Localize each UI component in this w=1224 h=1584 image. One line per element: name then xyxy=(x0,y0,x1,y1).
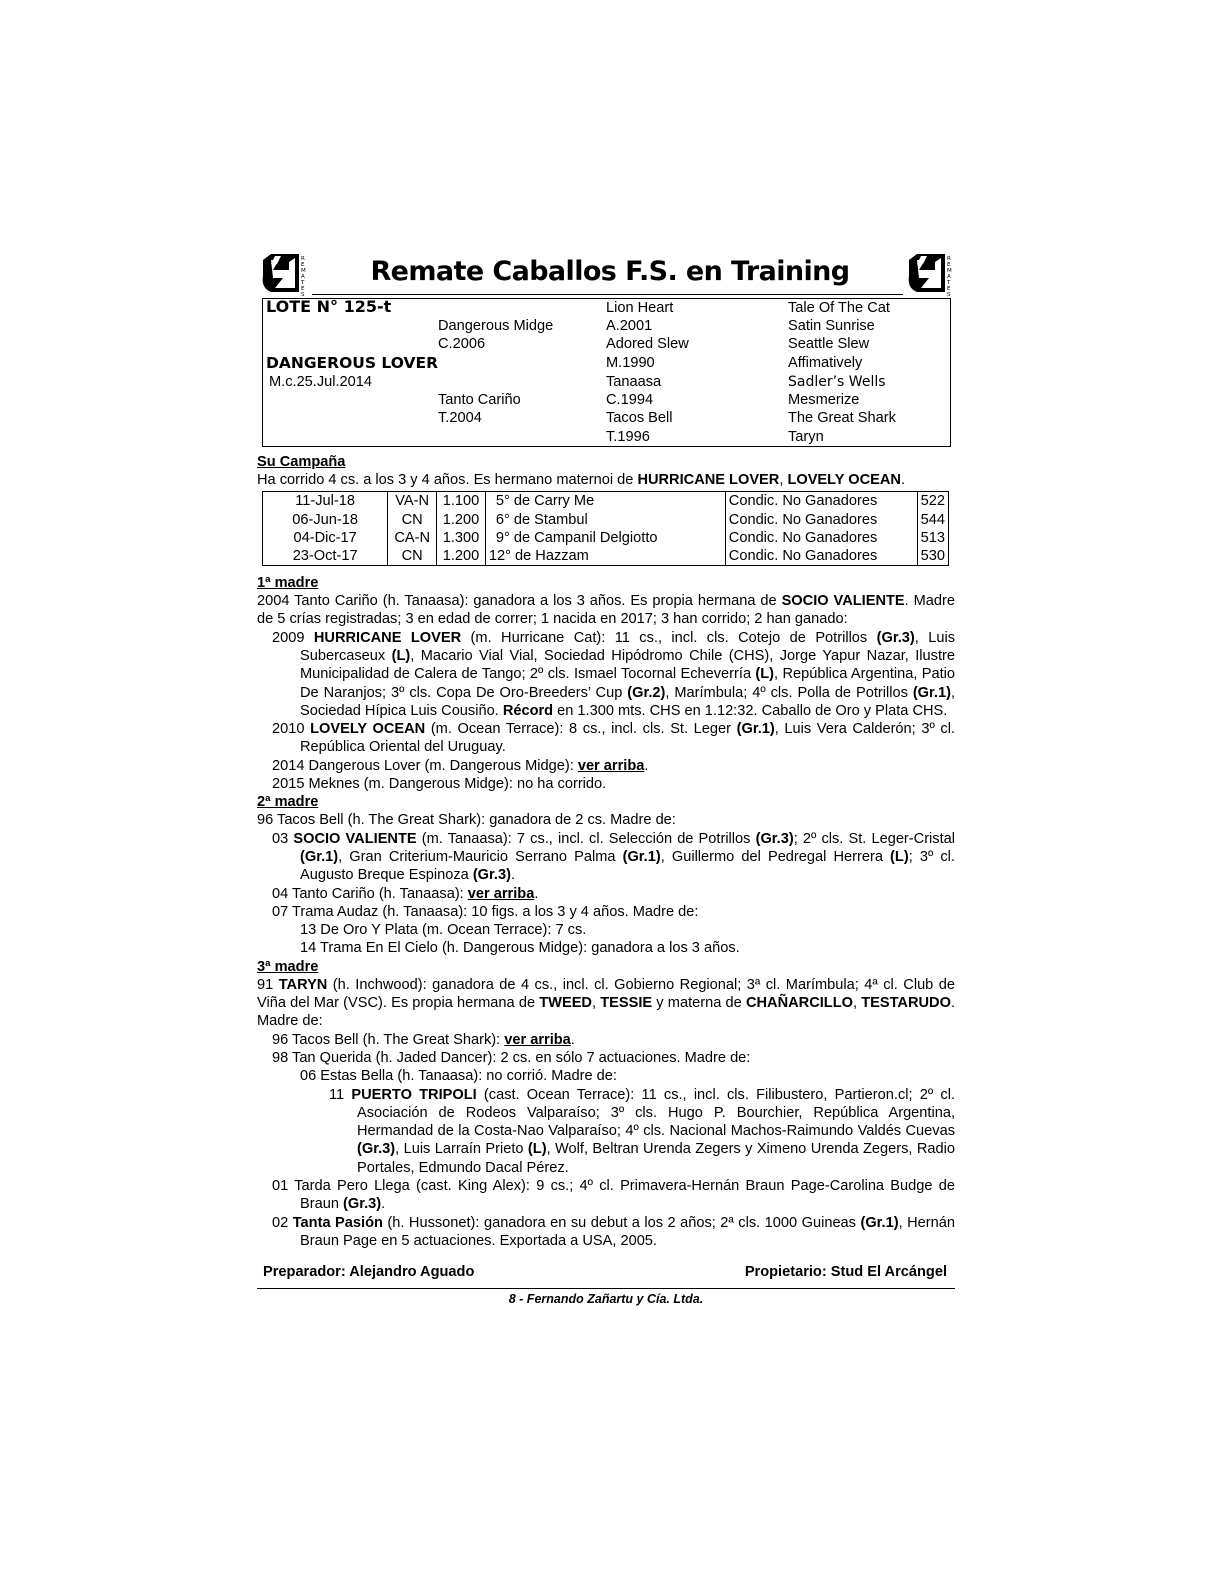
svg-text:M: M xyxy=(947,268,952,274)
list-item: 2010 LOVELY OCEAN (m. Ocean Terrace): 8 cs., incl. cls. St. Leger (Gr.1), Luis Vera Calderón; 3º cl. República Oriental del Uruguay. xyxy=(272,721,955,756)
table-row: 11-Jul-18 VA-N 1.100 5° de Carry Me Condic. No Ganadores 522 xyxy=(263,492,949,511)
ancestor-2: Satin Sunrise xyxy=(788,318,875,334)
table-row: 23-Oct-17 CN 1.200 12° de Hazzam Condic. No Ganadores 530 xyxy=(263,547,949,566)
svg-text:E: E xyxy=(301,262,305,268)
preparador: Preparador: Alejandro Aguado xyxy=(263,1264,475,1281)
list-item: 06 Estas Bella (h. Tanaasa): no corrió. Madre de: xyxy=(300,1068,617,1085)
list-item: 01 Tarda Pero Llega (cast. King Alex): 9 cs.; 4º cl. Primavera-Hernán Braun Page-Carolina Budge de Braun (Gr.3). xyxy=(272,1178,955,1213)
campana-title: Su Campaña xyxy=(257,454,346,470)
page-header xyxy=(257,252,955,298)
ancestor-3: Seattle Slew xyxy=(788,336,870,352)
list-item: 03 SOCIO VALIENTE (m. Tanaasa): 7 cs., incl. cl. Selección de Potrillos (Gr.3); 2º cls. St. Leger-Cristal (Gr.1), Gran Criterium-Mauricio Serrano Palma (Gr.1), Guillermo del Pedregal Herrera (L); 3º cl. Augusto Breque Espinoza (Gr.3). xyxy=(272,830,956,884)
list-item: 11 PUERTO TRIPOLI (cast. Ocean Terrace): 11 cs., incl. cls. Filibustero, Partieron.cl; 2º cl. Asociación de Rodeos Valparaíso; 3º cls. Hugo P. Bourchier, República Argentina, Hermandad de la Costa-Nao Valparaíso; 4º cls. Nacional Machos-Raimundo Valdés Cuevas (Gr.3), Luis Larraín Prieto (L), Wolf, Beltran Urenda Zegers y Ximeno Urenda Zegers, Radio Portales, Edmundo Dacal Pérez. xyxy=(329,1086,955,1176)
madre1-text: 2004 Tanto Cariño (h. Tanaasa): ganadora a los 3 años. Es propia hermana de SOCIO VALIENTE. Madre de 5 crías registradas; 3 en edad de correr; 1 nacida en 2017; 3 han corrido; 2 han ganado: xyxy=(257,593,955,628)
horse-info: M.c.25.Jul.2014 xyxy=(269,374,373,390)
table-row: 04-Dic-17 CA-N 1.300 9° de Campanil Delgiotto Condic. No Ganadores 513 xyxy=(263,529,949,547)
ancestor-5: Sadler’s Wells xyxy=(788,374,886,390)
svg-text:R: R xyxy=(301,256,305,262)
ancestor-1: Tale Of The Cat xyxy=(788,300,890,316)
footer-rule xyxy=(257,1288,955,1289)
remates-logo-left xyxy=(259,252,307,296)
list-item: 2009 HURRICANE LOVER (m. Hurricane Cat): 11 cs., incl. cls. Cotejo de Potrillos (Gr.3), Luis Subercaseux (L), Macario Vial Vial, Sociedad Hipódromo Chile (CHS), Jorge Yapur Nazar, Ilustre Municipalidad de Calera de Tango; 2º cls. Ismael Tocornal Echeverría (L), República Argentina, Patio De Naranjos; 3º cls. Copa De Oro-Breeders’ Cup (Gr.2), Marímbula; 4º cls. Polla de Potrillos (Gr.1), Sociedad Hípica Luis Cousiño. Récord en 1.300 mts. CHS en 1.12:32. Caballo de Oro y Plata CHS. xyxy=(272,629,956,719)
header-rule xyxy=(312,294,903,295)
svg-text:S: S xyxy=(947,292,951,296)
dam-dam-year: T.1996 xyxy=(606,429,650,445)
ancestor-8: Taryn xyxy=(788,429,824,445)
svg-text:M: M xyxy=(301,268,306,274)
footer xyxy=(257,1264,955,1288)
sire-year: C.2006 xyxy=(438,336,486,352)
list-item: 02 Tanta Pasión (h. Hussonet): ganadora en su debut a los 2 años; 2ª cls. 1000 Guineas (Gr.1), Hernán Braun Page en 5 actuaciones. Exportada a USA, 2005. xyxy=(272,1214,955,1249)
madre3-text: 91 TARYN (h. Inchwood): ganadora de 4 cs., incl. cl. Gobierno Regional; 3ª cl. Marímbula; 4ª cl. Club de Viña del Mar (VSC). Es propia hermana de TWEED, TESSIE y materna de CHAÑARCILLO, TESTARUDO. Madre de: xyxy=(257,976,956,1030)
sire: Dangerous Midge xyxy=(438,318,554,334)
table-row: 06-Jun-18 CN 1.200 6° de Stambul Condic. No Ganadores 544 xyxy=(263,511,949,529)
svg-text:S: S xyxy=(301,292,305,296)
madre3-title: 3ª madre xyxy=(257,958,319,975)
sire-sire-year: A.2001 xyxy=(606,318,653,334)
list-item: 2015 Meknes (m. Dangerous Midge): no ha corrido. xyxy=(272,776,607,793)
list-item: 07 Trama Audaz (h. Tanaasa): 10 figs. a los 3 y 4 años. Madre de: xyxy=(272,903,699,920)
svg-text:T: T xyxy=(301,280,305,286)
madre2-text: 96 Tacos Bell (h. The Great Shark): ganadora de 2 cs. Madre de: xyxy=(257,812,676,829)
pedigree-box xyxy=(262,298,951,447)
propietario: Propietario: Stud El Arcángel xyxy=(744,1264,947,1281)
list-item: 98 Tan Querida (h. Jaded Dancer): 2 cs. en sólo 7 actuaciones. Madre de: xyxy=(272,1049,751,1066)
catalog-page xyxy=(257,252,955,1306)
dam-sire-year: C.1994 xyxy=(606,392,654,408)
svg-text:T: T xyxy=(947,280,951,286)
campana-text: Ha corrido 4 cs. a los 3 y 4 años. Es hermano maternoi de HURRICANE LOVER, LOVELY OCEAN. xyxy=(257,472,906,488)
race-table xyxy=(262,491,949,566)
dam-dam: Tacos Bell xyxy=(606,410,673,426)
svg-text:E: E xyxy=(301,286,305,292)
svg-text:E: E xyxy=(947,286,951,292)
dam-year: T.2004 xyxy=(438,410,482,426)
dam-sire: Tanaasa xyxy=(606,374,662,390)
ancestor-7: The Great Shark xyxy=(788,410,896,426)
ancestor-6: Mesmerize xyxy=(788,392,860,408)
sire-dam: Adored Slew xyxy=(606,336,689,352)
madre2-title: 2ª madre xyxy=(257,794,319,811)
horse-name: DANGEROUS LOVER xyxy=(266,354,439,372)
sire-sire: Lion Heart xyxy=(606,300,674,316)
page-title: Remate Caballos F.S. en Training xyxy=(370,256,850,287)
sire-dam-year: M.1990 xyxy=(606,355,655,371)
list-item: 13 De Oro Y Plata (m. Ocean Terrace): 7 cs. xyxy=(300,922,587,939)
ancestor-4: Affimatively xyxy=(788,355,863,371)
list-item: 2014 Dangerous Lover (m. Dangerous Midge): ver arriba. xyxy=(272,757,649,774)
svg-text:A: A xyxy=(947,274,951,280)
list-item: 96 Tacos Bell (h. The Great Shark): ver arriba. xyxy=(272,1031,575,1048)
lote-number: LOTE N° 125-t xyxy=(266,297,392,316)
svg-text:E: E xyxy=(947,262,951,268)
page-number: 8 - Fernando Zañartu y Cía. Ltda. xyxy=(508,1292,704,1307)
svg-text:R: R xyxy=(947,256,951,262)
svg-text:A: A xyxy=(301,274,305,280)
remates-logo-right xyxy=(905,252,953,296)
madre1-title: 1ª madre xyxy=(257,575,319,592)
list-item: 04 Tanto Cariño (h. Tanaasa): ver arriba. xyxy=(272,885,539,902)
list-item: 14 Trama En El Cielo (h. Dangerous Midge): ganadora a los 3 años. xyxy=(300,940,740,957)
dam: Tanto Cariño xyxy=(438,392,521,408)
